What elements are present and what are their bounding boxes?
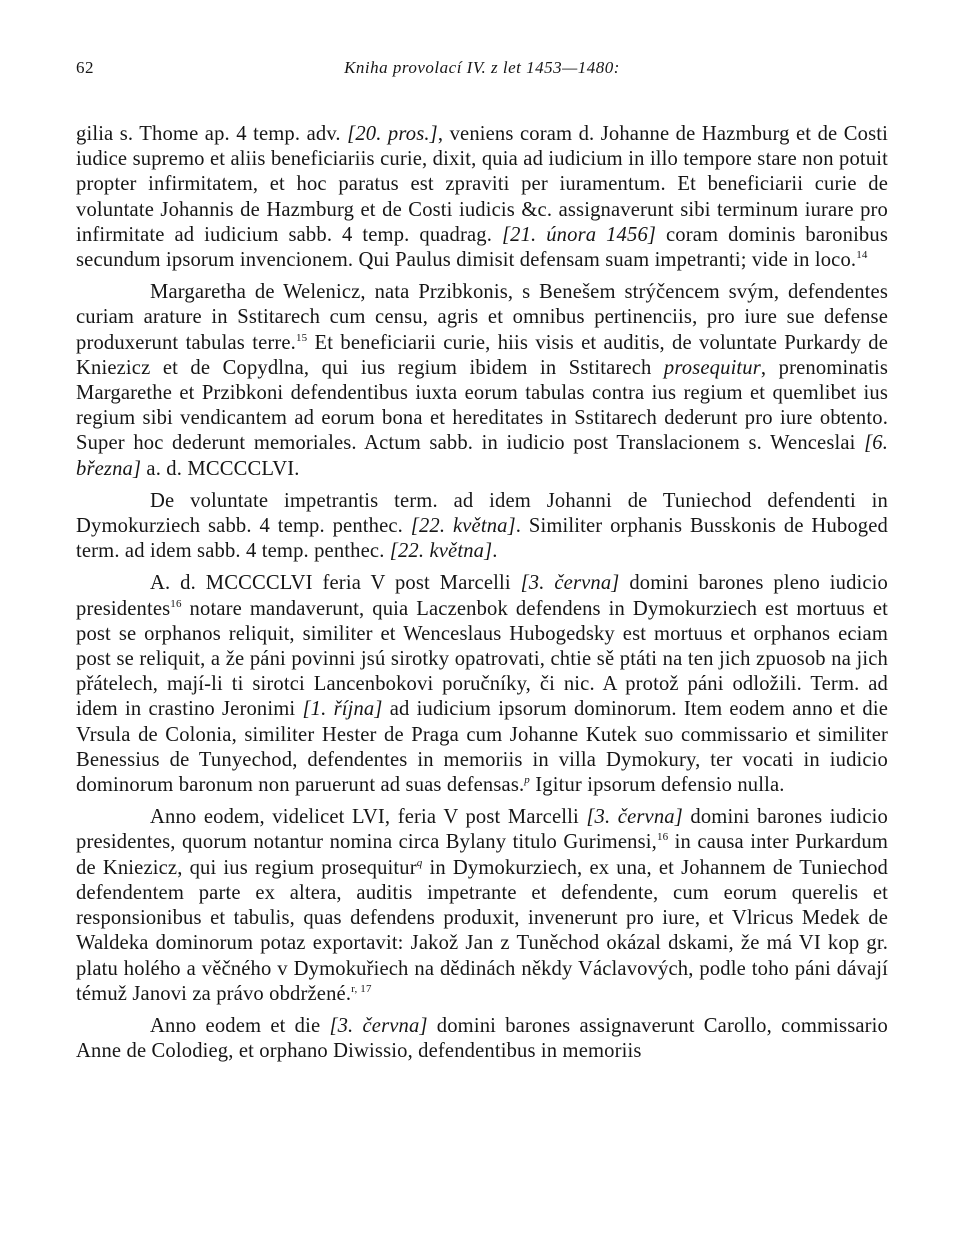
italic-text: [21. února 1456] bbox=[501, 223, 657, 246]
text-run: , veniens coram d. Johanne de Hazmburg et de Costi iudice supremo et aliis beneficiariis curie, dixit, quia ad iudicium in illo tempore stare non potuit propter infirmitatem, et hoc paratus est zpraviti per iuramentum. Et beneficiarii curie de voluntate Johannis de Hazmburg et de Costi iudicis &c. assignaverunt sibi terminum iurare pro infirmitate ad iudicium sabb. 4 temp. quadrag. bbox=[76, 123, 888, 246]
paragraph bbox=[76, 1014, 888, 1064]
paragraph bbox=[76, 571, 888, 798]
text-run: gilia s. Thome ap. 4 temp. adv. bbox=[76, 123, 348, 145]
italic-text: [1. října] bbox=[302, 698, 383, 721]
text-run: Anno eodem, videlicet LVI, feria V post Marcelli bbox=[150, 806, 587, 829]
document-page bbox=[76, 58, 888, 1064]
page-header bbox=[76, 58, 888, 84]
text-run: Igitur ipsorum defensio nulla. bbox=[529, 774, 785, 797]
text-run: A. d. MCCCCLVI feria V post Marcelli bbox=[150, 572, 521, 595]
text-run: coram dominis baronibus secundum ipsorum invencionem. Qui Paulus dimisit defensam suam impetranti; vide in loco. bbox=[76, 223, 888, 272]
text-run: Anno eodem et die bbox=[150, 1014, 330, 1037]
body-text bbox=[76, 122, 888, 1064]
text-run: notare mandaverunt, quia Laczenbok defendens in Dymokurziech est mortuus et post se orphanos reliquit, similiter et Wenceslaus Hubogedsky est mortuus et orphanos eciam post se reliquit, a že páni povinni jsú sirotky opatrovati, chtie sě ptáti na ten jich zpuosob na jich přátelech, mají-li ti sirotci Lancenbokovi poručníky, či nic. A protož páni odložili. Term. ad idem in crastino Jeronimi bbox=[76, 597, 888, 721]
italic-text: [3. června] bbox=[329, 1014, 428, 1037]
text-run: in Dymokurziech, ex una, et Johannem de Tuniechod defendentem parte ex altera, auditis impetrante et defendente, cum eorum querelis et responsionibus et tabulis, quas defendens produxit, invenerunt pro iure, et Vlricus Medek de Waldeka dominorum potaz exportavit: Jakož Jan z Tuněchod okázal dskami, že má VI kop gr. platu holého a věčného v Dymokuřiech na dědinách někdy Václavových, podle toho páni dávají témuž Janovi za právo obdržené. bbox=[76, 856, 888, 1005]
running-title: Kniha provolací IV. z let 1453—1480: bbox=[344, 58, 620, 77]
paragraph bbox=[76, 805, 888, 1007]
text-run: De voluntate impetrantis term. ad idem Johanni de Tuniechod defendenti in Dymokurziech sabb. 4 temp. penthec. bbox=[76, 489, 888, 538]
italic-text: [6. března] bbox=[76, 432, 888, 480]
page-number: 62 bbox=[76, 58, 94, 77]
text-run: in causa inter Purkardum de Kniezicz, qui ius regium prosequitur bbox=[76, 831, 888, 879]
italic-text: [22. května] bbox=[410, 515, 516, 538]
footnote-marker: r, 17 bbox=[351, 982, 372, 995]
text-run: domini barones assignaverunt Carollo, commissario Anne de Colodieg, et orphano Diwissio, defendentibus in memoriis bbox=[76, 1014, 888, 1063]
italic-text: prosequitur bbox=[663, 356, 761, 379]
italic-text: [22. května] bbox=[389, 540, 493, 563]
text-run: . Similiter orphanis Busskonis de Huboged term. ad idem sabb. 4 temp. penthec. bbox=[76, 515, 888, 563]
paragraph bbox=[76, 489, 888, 565]
text-run: domini barones iudicio presidentes, quorum notantur nomina circa Bylany titulo Gurimensi, bbox=[76, 806, 888, 854]
italic-text: [3. června] bbox=[586, 806, 683, 829]
text-run: a. d. MCCCCLVI. bbox=[141, 457, 300, 480]
paragraph bbox=[76, 280, 888, 482]
text-run: Et beneficiarii curie, hiis visis et auditis, de voluntate Purkardy de Kniezicz et de Copydlna, qui ius regium ibidem in Sstitarech bbox=[76, 331, 888, 379]
italic-text: [3. června] bbox=[520, 572, 620, 595]
text-run: , prenominatis Margarethe et Przibkoni defendentibus iuxta eorum tabulas contra ius regium et quemlibet ius regium sibi vendicantem ad eorum bona et hereditates in Sstitarech dederunt pro iure obtento. Super hoc dederunt memoriales. Actum sabb. in iudicio post Translacionem s. Wenceslai bbox=[76, 356, 888, 455]
text-run: ad iudicium ipsorum dominorum. Item eodem anno et die Vrsula de Colonia, similiter Hester de Praga cum Johanne Kutek suo commissario et similiter Benessius de Tunyechod, defendentes in memoriis in villa Dymokury, ter vocati in iudicio dominorum baronum non paruerunt ad suas defensas. bbox=[76, 698, 888, 797]
footnote-marker: 16 bbox=[656, 831, 669, 844]
paragraph bbox=[76, 122, 888, 273]
footnote-marker: 15 bbox=[295, 331, 308, 344]
text-run: . bbox=[492, 540, 498, 563]
footnote-marker: p bbox=[524, 774, 530, 787]
footnote-marker: q bbox=[416, 856, 423, 869]
footnote-marker: 16 bbox=[170, 597, 182, 610]
text-run: Margaretha de Welenicz, nata Przibkonis, s Benešem strýčencem svým, defendentes curiam arature in Sstitarech cum censu, agris et omnibus pertinenciis, pro iure sue defense produxerunt tabulas terre. bbox=[76, 281, 888, 354]
footnote-marker: 14 bbox=[856, 249, 868, 262]
text-run: domini barones pleno iudicio presidentes bbox=[76, 572, 888, 620]
italic-text: [20. pros.] bbox=[347, 123, 438, 145]
